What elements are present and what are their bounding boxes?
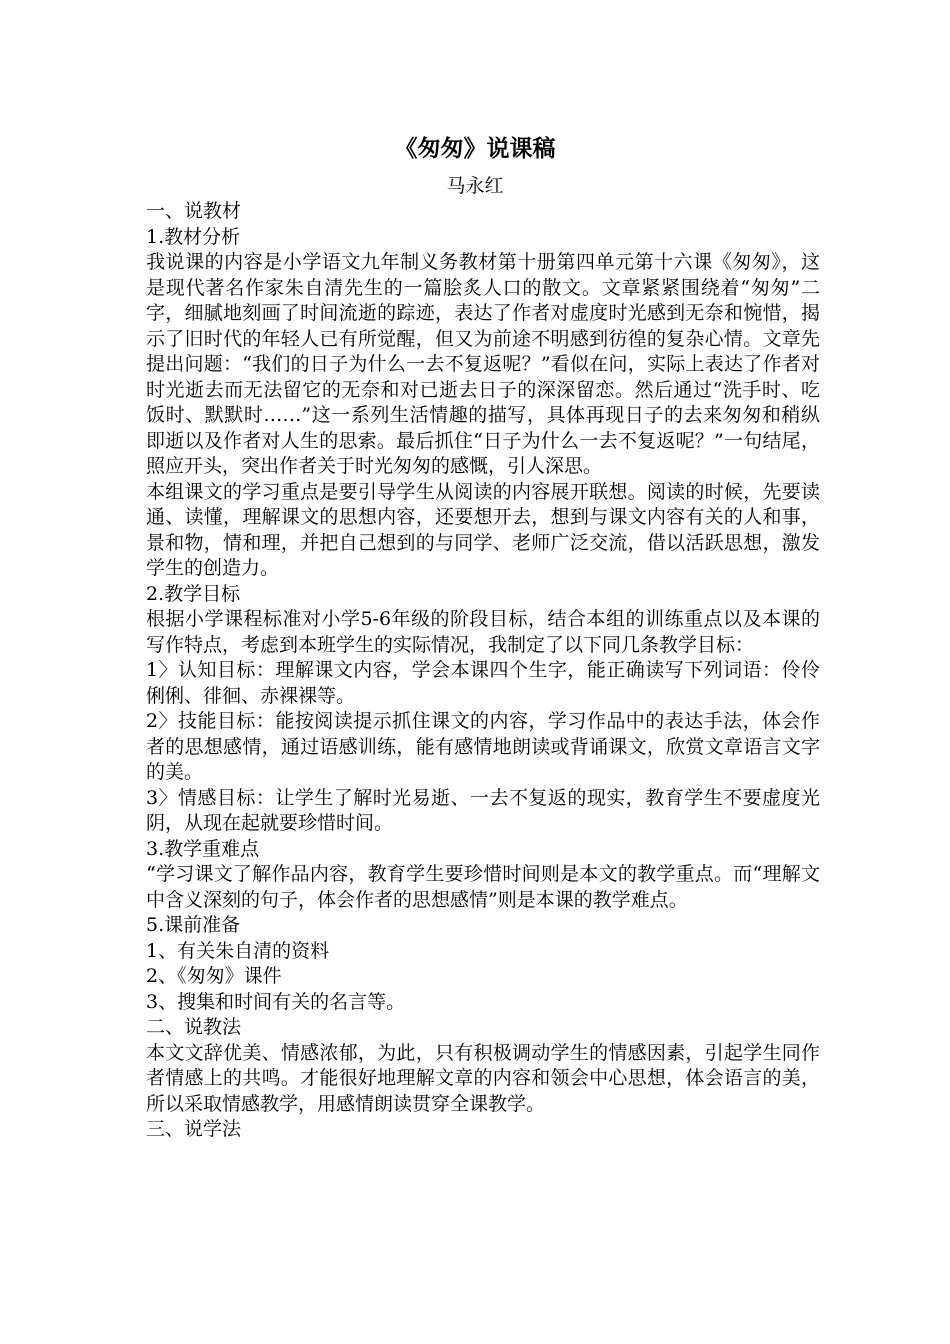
list-item: 2、《匆匆》课件	[146, 965, 282, 987]
subsection-heading: 2.教学目标	[146, 582, 241, 605]
list-item: 1〉认知目标：理解课文内容，学会本课四个生字，能正确读写下列词语：伶伶俐俐、徘徊、赤裸裸等。	[146, 659, 820, 707]
body-paragraph: “学习课文了解作品内容，教育学生要珍惜时间则是本文的教学重点。而“理解文中含义深刻的句子，体会作者的思想感情”则是本课的教学难点。	[146, 863, 820, 911]
body-paragraph: 我说课的内容是小学语文九年制义务教材第十册第四单元第十六课《匆匆》，这是现代著名作家朱自清先生的一篇脍炙人口的散文。文章紧紧围绕着“匆匆”二字，细腻地刻画了时间流逝的踪迹，表达了作者对虚度时光感到无奈和惋惜，揭示了旧时代的年轻人已有所觉醒，但又为前途不明感到彷徨的复杂心情。文章先提出问题：“我们的日子为什么一去不复返呢？”看似在问，实际上表达了作者对时光逝去而无法留它的无奈和对已逝去日子的深深留恋。然后通过“洗手时、吃饭时、默默时……”这一系列生活情趣的描写，具体再现日子的去来匆匆和稍纵即逝以及作者对人生的思索。最后抓住“日子为什么一去不复返呢？”一句结尾，照应开头，突出作者关于时光匆匆的感慨，引人深思。	[146, 251, 820, 477]
document-body	[146, 199, 820, 1143]
document-title: 《匆匆》说课稿	[394, 135, 556, 162]
list-item: 2〉技能目标：能按阅读提示抓住课文的内容，学习作品中的表达手法，体会作者的思想感情，通过语感训练，能有感情地朗读或背诵课文，欣赏文章语言文字的美。	[146, 710, 820, 783]
subsection-heading: 5.课前准备	[146, 914, 241, 936]
list-item: 1、有关朱自清的资料	[146, 939, 330, 962]
body-paragraph: 根据小学课程标准对小学5-6年级的阶段目标，结合本组的训练重点以及本课的写作特点，考虑到本班学生的实际情况，我制定了以下同几条教学目标：	[146, 608, 820, 656]
body-paragraph: 本文文辞优美、情感浓郁，为此，只有积极调动学生的情感因素，引起学生同作者情感上的共鸣。才能很好地理解文章的内容和领会中心思想，体会语言的美，所以采取情感教学，用感情朗读贯穿全课教学。	[146, 1041, 820, 1115]
subsection-heading: 3.教学重难点	[146, 837, 260, 860]
section-heading: 三、说学法	[146, 1118, 242, 1140]
section-heading: 二、说教法	[146, 1016, 242, 1038]
subsection-heading: 1.教材分析	[146, 225, 241, 248]
list-item: 3、搜集和时间有关的名言等。	[146, 990, 406, 1013]
list-item: 3〉情感目标：让学生了解时光易逝、一去不复返的现实，教育学生不要虚度光阴，从现在起就要珍惜时间。	[146, 786, 820, 834]
document-author: 马永红	[446, 175, 504, 197]
body-paragraph: 本组课文的学习重点是要引导学生从阅读的内容展开联想。阅读的时候，先要读通、读懂，理解课文的思想内容，还要想开去，想到与课文内容有关的人和事，景和物，情和理，并把自己想到的与同学、老师广泛交流，借以活跃思想，激发学生的创造力。	[146, 480, 820, 579]
section-heading: 一、说教材	[146, 200, 242, 222]
